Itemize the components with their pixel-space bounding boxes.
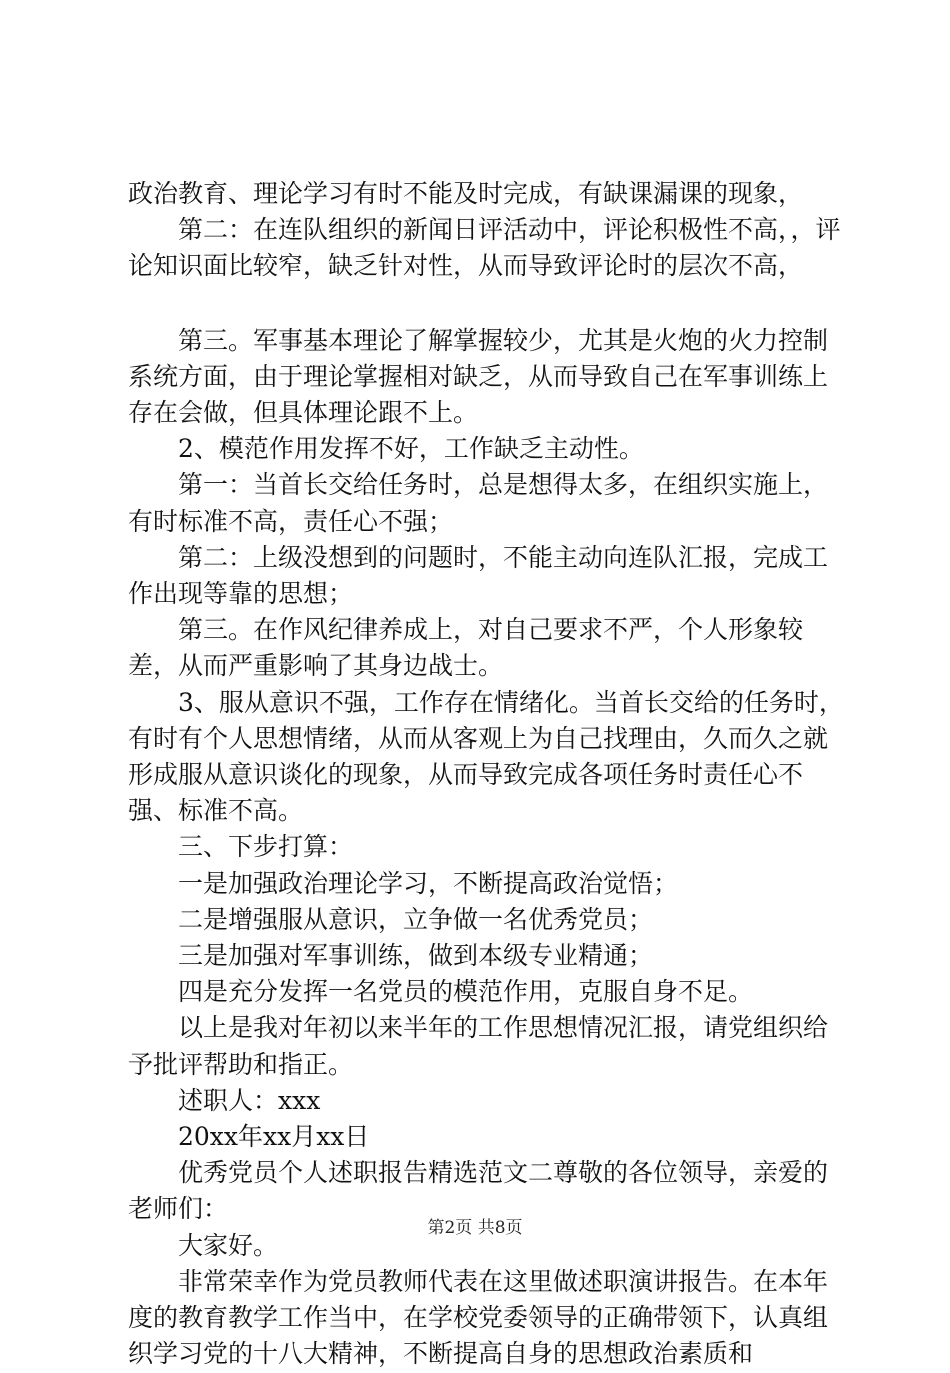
paragraph: 优秀党员个人述职报告精选范文二尊敬的各位领导，亲爱的老师们： [128, 1158, 829, 1224]
paragraph: 一是加强政治理论学习，不断提高政治觉悟； [178, 868, 679, 898]
paragraph: 第三。军事基本理论了解掌握较少，尤其是火炮的火力控制系统方面，由于理论掌握相对缺乏，从而导致自己在军事训练上存在会做，但具体理论跟不上。 [128, 325, 829, 428]
paragraph: 三、下步打算： [178, 832, 354, 862]
paragraph: 2、模范作用发挥不好，工作缺乏主动性。 [178, 434, 644, 464]
date-line: 20xx年xx月xx日 [178, 1122, 370, 1152]
paragraph: 以上是我对年初以来半年的工作思想情况汇报，请党组织给予批评帮助和指正。 [128, 1013, 829, 1079]
paragraph: 政治教育、理论学习有时不能及时完成，有缺课漏课的现象， [128, 179, 804, 208]
document-body [128, 176, 848, 1373]
paragraph: 第一：当首长交给任务时，总是想得太多，在组织实施上，有时标准不高，责任心不强； [128, 470, 829, 536]
paragraph: 第二：在连队组织的新闻日评活动中，评论积极性不高，，评论知识面比较窄，缺乏针对性，从而导致评论时的层次不高， [128, 215, 841, 281]
paragraph: 非常荣幸作为党员教师代表在这里做述职演讲报告。在本年度的教育教学工作当中，在学校党委领导的正确带领下，认真组织学习党的十八大精神，不断提高自身的思想政治素质和 [128, 1266, 829, 1369]
paragraph: 3、服从意识不强，工作存在情绪化。当首长交给的任务时，有时有个人思想情绪，从而从客观上为自己找理由，久而久之就形成服从意识谈化的现象，从而导致完成各项任务时责任心不强、标准不高。 [128, 687, 844, 826]
paragraph: 第三。在作风纪律养成上，对自己要求不严，个人形象较差，从而严重影响了其身边战士。 [128, 615, 804, 681]
paragraph: 二是增强服从意识，立争做一名优秀党员； [178, 904, 654, 934]
page-number: 第2页 共8页 [427, 1218, 523, 1238]
page-footer [0, 1216, 950, 1240]
paragraph: 第二：上级没想到的问题时，不能主动向连队汇报，完成工作出现等靠的思想； [128, 542, 829, 609]
paragraph: 大家好。 [178, 1230, 279, 1260]
paragraph: 四是充分发挥一名党员的模范作用，克服自身不足。 [178, 977, 754, 1007]
signature-line: 述职人：xxx [178, 1085, 321, 1115]
paragraph: 三是加强对军事训练，做到本级专业精通； [178, 941, 654, 971]
